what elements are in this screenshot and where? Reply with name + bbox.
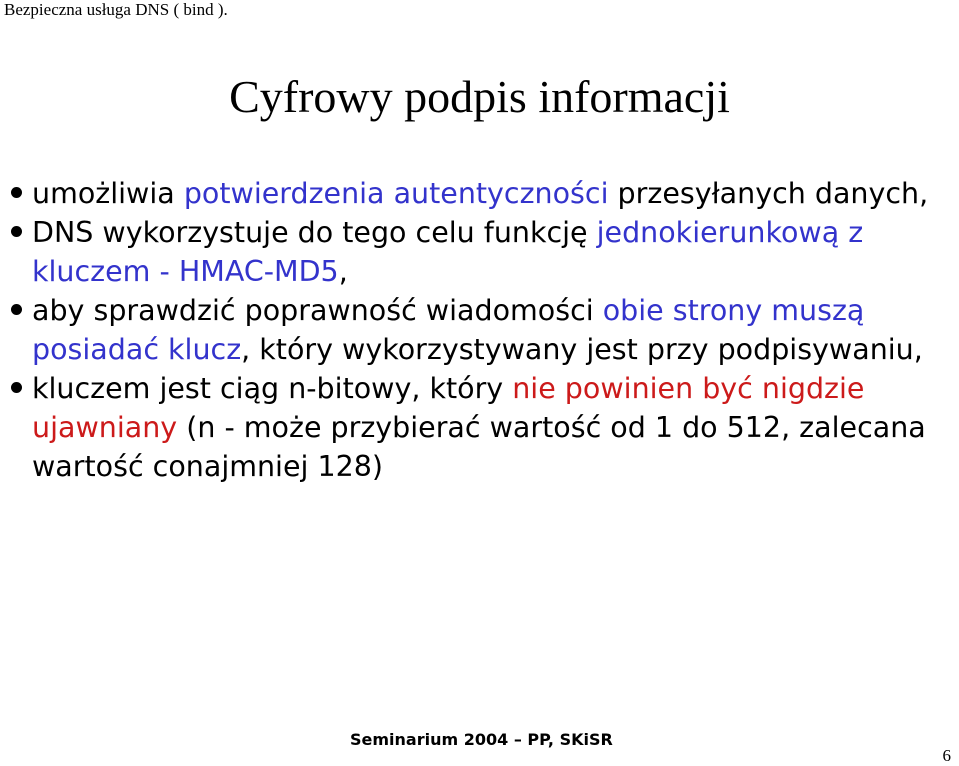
bullet-dot-icon (11, 226, 22, 237)
bullet-item (10, 291, 940, 369)
bullet-dot-icon (11, 304, 22, 315)
highlight-blue: jednokierunkową z kluczem - HMAC-MD5 (32, 216, 864, 288)
highlight-red: nie powinien być nigdzie ujawniany (32, 372, 865, 444)
bullet-text: (n - może przybierać wartość od 1 do 512, zalecana wartość conajmniej 128) (32, 411, 926, 483)
bullet-item (10, 174, 940, 213)
footer-text: Seminarium 2004 – PP, SKiSR (350, 730, 613, 749)
bullet-text: umożliwia (32, 177, 184, 210)
page-number: 6 (942, 746, 951, 765)
bullet-dot-icon (11, 382, 22, 393)
bullet-list (10, 174, 940, 486)
bullet-text: , który wykorzystywany jest przy podpisywaniu, (241, 333, 923, 366)
slide-title: Cyfrowy podpis informacji (229, 71, 730, 122)
bullet-text: kluczem jest ciąg n-bitowy, który (32, 372, 513, 405)
bullet-item (10, 213, 940, 291)
bullet-text: aby sprawdzić poprawność wiadomości (32, 294, 603, 327)
bullet-text: DNS wykorzystuje do tego celu funkcję (32, 216, 597, 249)
bullet-text: , (338, 255, 348, 288)
highlight-blue: potwierdzenia autentyczności (183, 177, 609, 210)
bullet-dot-icon (11, 187, 22, 198)
bullet-text: przesyłanych danych, (608, 177, 929, 210)
presentation-header: Bezpieczna usługa DNS ( bind ). (4, 0, 228, 19)
highlight-blue: obie strony muszą posiadać klucz (32, 294, 865, 366)
bullet-item (10, 369, 940, 486)
